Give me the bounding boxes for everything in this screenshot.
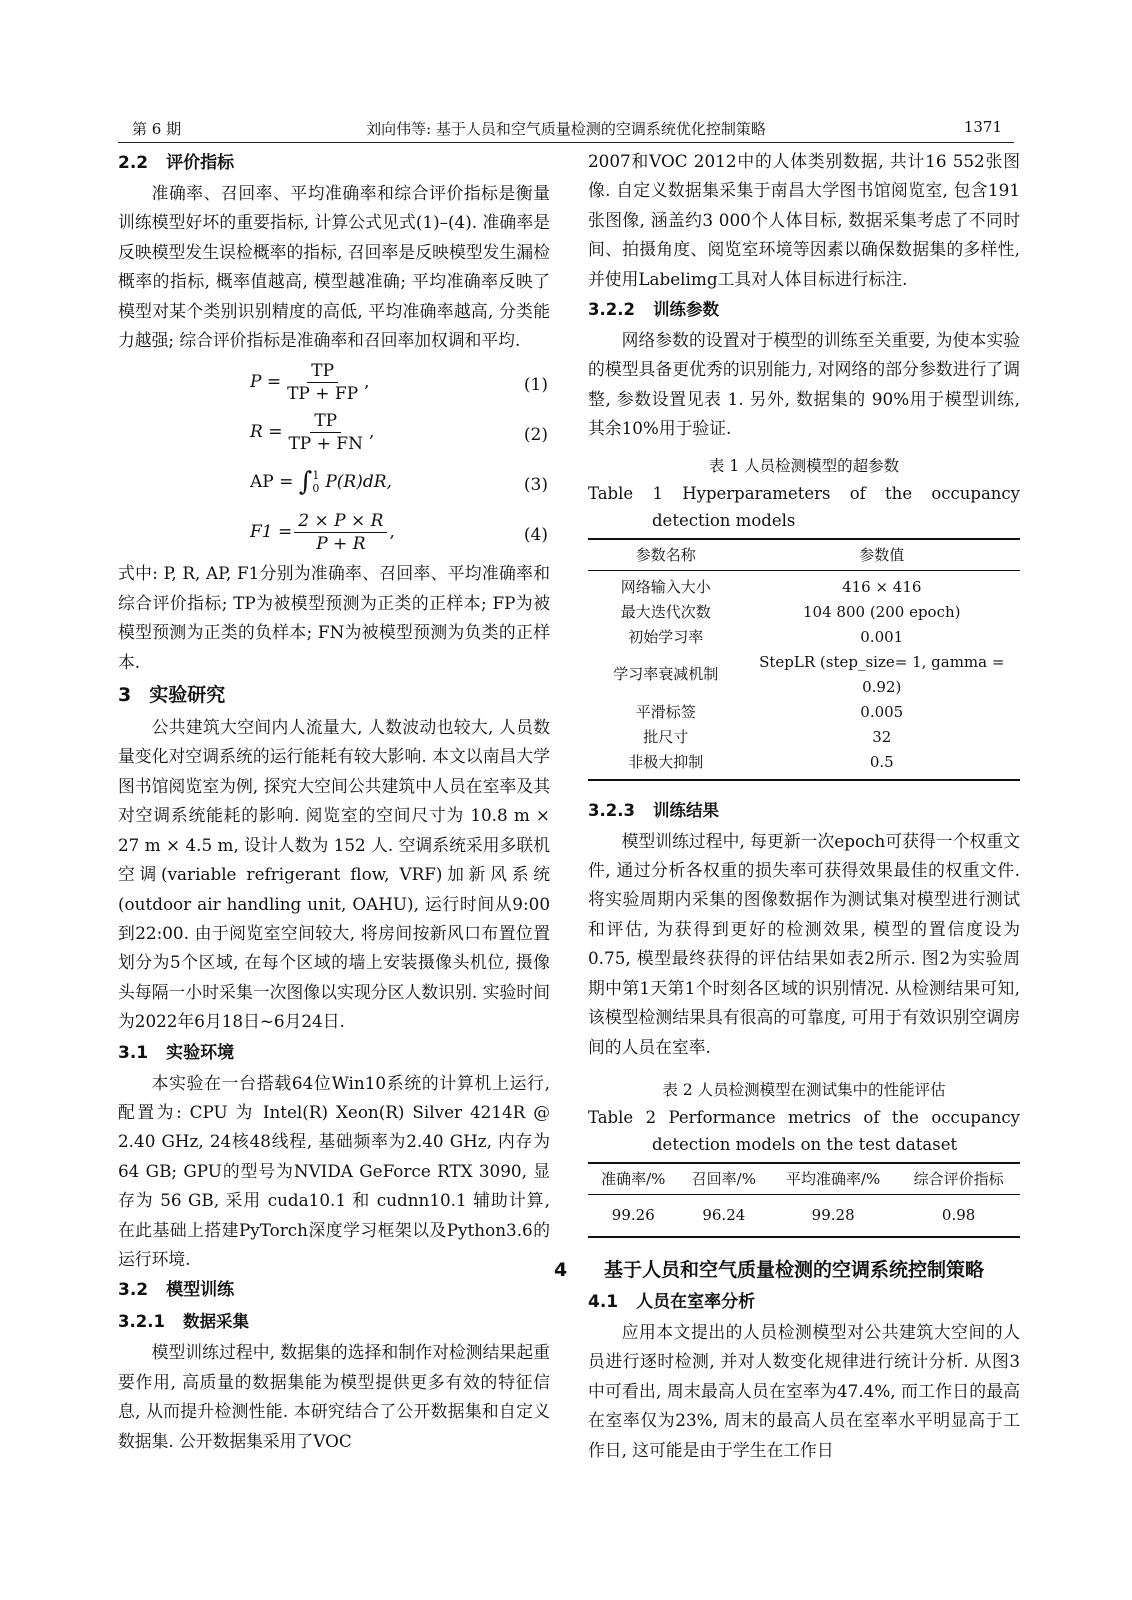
left-column xyxy=(118,147,550,1456)
equation-1: P = $\frac{TP}{TP + FP}$ , (1) xyxy=(250,360,548,404)
table-header: 平均准确率/% xyxy=(769,1163,897,1195)
section-3-1-heading: 3.1 实验环境 xyxy=(118,1042,235,1063)
section-4-heading: 4 基于人员和空气质量检测的空调系统控制策略 xyxy=(554,1258,985,1281)
table-row: 最大迭代次数 104 800 (200 epoch) xyxy=(620,602,961,621)
paragraph: 模型训练过程中, 数据集的选择和制作对检测结果起重要作用, 高质量的数据集能为模型提供更多有效的特征信息, 从而提升检测性能. 本研究结合了公开数据集和自定义数据集. 公开数据集采用了VOC xyxy=(118,1342,550,1451)
equation-3: AP = ∫ 1 0 P(R)dR, (3) xyxy=(250,467,548,498)
equation-block xyxy=(118,357,550,557)
section-3-2-1-heading: 3.2.1 数据采集 xyxy=(118,1312,249,1332)
issue-label: 第 6 期 xyxy=(132,120,182,138)
equation-2: R = $\frac{TP}{TP + FN}$ , (2) xyxy=(250,410,548,454)
table-row: 学习率衰减机制 StepLR (step_size= 1, gamma = 0.92) xyxy=(613,652,1005,696)
running-header xyxy=(118,116,1014,143)
table-row: 平滑标签 0.005 xyxy=(635,702,904,721)
table-header: 参数名称 xyxy=(588,539,744,571)
table-row: 批尺寸 32 xyxy=(643,727,892,746)
section-4-1-heading: 4.1 人员在室率分析 xyxy=(588,1291,756,1312)
table-row: 初始学习率 0.001 xyxy=(628,627,904,646)
paragraph: 公共建筑大空间内人流量大, 人数波动也较大, 人员数量变化对空调系统的运行能耗有较大影响. 本文以南昌大学图书馆阅览室为例, 探究大空间公共建筑中人员在室率及其对空调系统能耗的影响. 阅览室的空间尺寸为 10.8 m × 27 m × 4.5 m, 设计人数为 152 人. 空调系统采用多联机空调(variable refrigerant flow, VRF)加新风系统(outdoor air handling unit, OAHU), 运行时间从9:00到22:00. 由于阅览室空间较大, 将房间按新风口布置位置划分为5个区域, 在每个区域的墙上安装摄像头机位, 摄像头每隔一小时采集一次图像以实现分区人数识别. 实验时间为2022年6月18日~6月24日. xyxy=(118,717,550,1032)
section-2-2-heading: 2.2 评价指标 xyxy=(118,153,235,173)
equation-4: F1 = $\frac{2 \times P \times R}{P + R}$ , (4) xyxy=(250,510,548,554)
table-1 xyxy=(588,538,1020,781)
paragraph: 应用本文提出的人员检测模型对公共建筑大空间的人员进行逐时检测, 并对人数变化规律进行统计分析. 从图3中可看出, 周末最高人员在室率为47.4%, 而工作日的最高在室率仅为23%, 周末的最高人员在室率水平明显高于工作日, 这可能是由于学生在工作日 xyxy=(588,1321,1020,1460)
section-3-2-heading: 3.2 模型训练 xyxy=(118,1280,235,1301)
table-row: 网络输入大小 416 × 416 xyxy=(620,577,922,596)
right-column xyxy=(554,147,1020,1465)
paragraph: 2007和VOC 2012中的人体类别数据, 共计16 552张图像. 自定义数据集采集于南昌大学图书馆阅览室, 包含191张图像, 涵盖约3 000个人体目标, 数据采集考虑了不同时间、拍摄角度、阅览室环境等因素以确保数据集的多样性, 并使用Labelimg工具对人体目标进行标注. xyxy=(588,151,1020,289)
table-header: 综合评价指标 xyxy=(897,1163,1020,1195)
table-2-caption-cn: 表 2 人员检测模型在测试集中的性能评估 xyxy=(662,1080,946,1099)
page-number: 1371 xyxy=(963,118,1002,136)
table-1-caption-en: Table 1 Hyperparameters of the occupancy detection models xyxy=(588,483,1020,530)
table-header: 准确率/% xyxy=(588,1163,679,1195)
table-2-caption-en: Table 2 Performance metrics of the occupancy detection models on the test dataset xyxy=(588,1107,1020,1154)
table-row: 非极大抑制 0.5 xyxy=(588,750,1020,780)
table-header: 参数值 xyxy=(744,539,1020,571)
running-title: 刘向伟等: 基于人员和空气质量检测的空调系统优化控制策略 xyxy=(366,120,766,138)
paragraph: 准确率、召回率、平均准确率和综合评价指标是衡量训练模型好坏的重要指标, 计算公式见式(1)–(4). 准确率是反映模型发生误检概率的指标, 召回率是反映模型发生漏检概率的指标, 概率值越高, 模型越准确; 平均准确率反映了模型对某个类别识别精度的高低, 平均准确率越高, 分类能力越强; 综合评价指标是准确率和召回率加权调和平均. xyxy=(118,183,550,351)
paragraph: 模型训练过程中, 每更新一次epoch可获得一个权重文件, 通过分析各权重的损失率可获得效果最佳的权重文件. 将实验周期内采集的图像数据作为测试集对模型进行测试和评估, 为获得到更好的检测效果, 模型的置信度设为0.75, 模型最终获得的评估结果如表2所示. 图2为实验周期中第1天第1个时刻各区域的识别情况. 从检测结果可知, 该模型检测结果具有很高的可靠度, 可用于有效识别空调房间的人员在室率. xyxy=(588,830,1020,1057)
paragraph: 式中: P, R, AP, F1分别为准确率、召回率、平均准确率和综合评价指标; TP为被模型预测为正类的正样本; FP为被模型预测为正类的负样本; FN为被模型预测为负类的正样本. xyxy=(118,563,550,672)
table-row: 99.26 96.24 99.28 0.98 xyxy=(588,1194,1020,1237)
table-2 xyxy=(588,1162,1020,1238)
paragraph: 网络参数的设置对于模型的训练至关重要, 为使本实验的模型具备更优秀的识别能力, 对网络的部分参数进行了调整, 参数设置见表 1. 另外, 数据集的 90%用于模型训练, 其余10%用于验证. xyxy=(588,330,1020,439)
paragraph: 本实验在一台搭载64位Win10系统的计算机上运行, 配置为: CPU 为 Intel(R) Xeon(R) Silver 4214R @ 2.40 GHz, 24核48线程, 基础频率为2.40 GHz, 内存为 64 GB; GPU的型号为NVIDA GeForce RTX 3090, 显存为 56 GB, 采用 cuda10.1 和 cudnn10.1 辅助计算, 在此基础上搭建PyTorch深度学习框架以及Python3.6的运行环境. xyxy=(118,1072,550,1269)
section-3-2-2-heading: 3.2.2 训练参数 xyxy=(588,300,719,320)
table-1-caption-cn: 表 1 人员检测模型的超参数 xyxy=(708,456,900,475)
table-header: 召回率/% xyxy=(679,1163,770,1195)
section-3-2-3-heading: 3.2.3 训练结果 xyxy=(588,800,719,820)
section-3-heading: 3 实验研究 xyxy=(118,684,226,707)
